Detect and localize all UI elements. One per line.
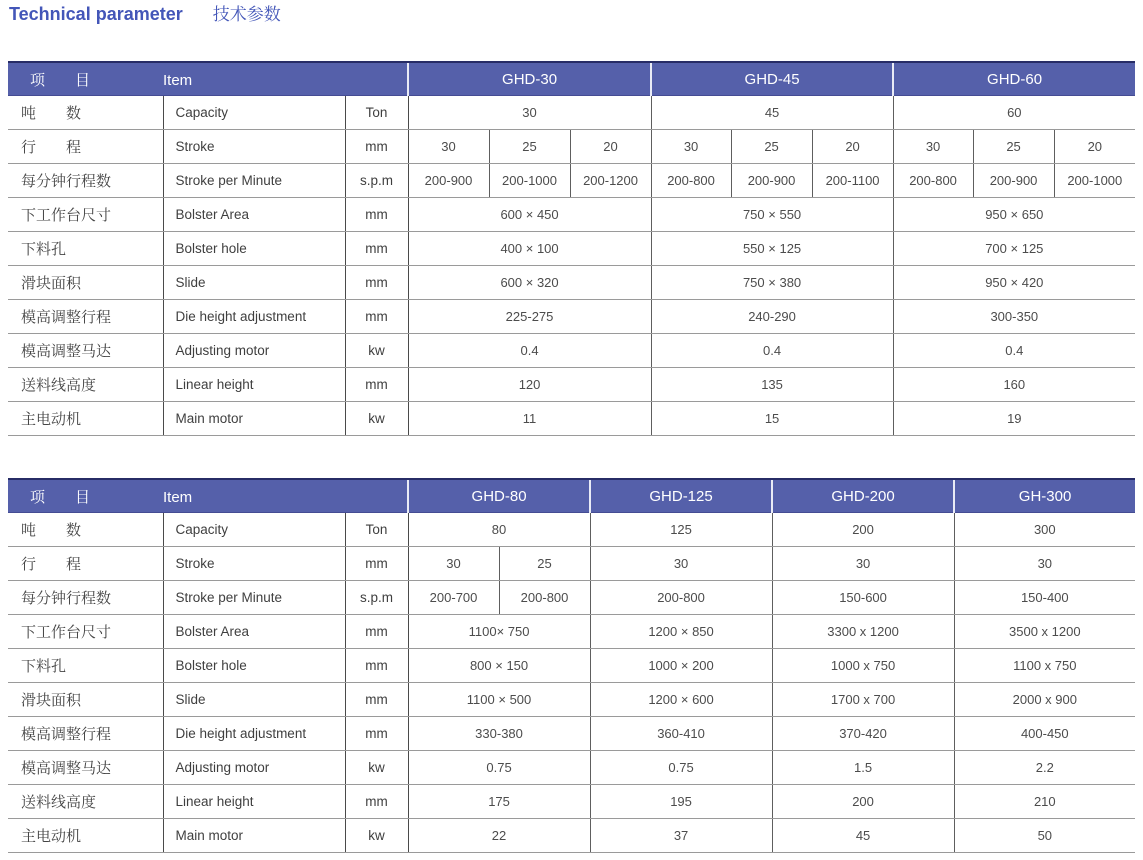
value-cell: 1200 × 850: [590, 615, 772, 649]
value-cell: 600 × 320: [408, 266, 651, 300]
item-header-zh: 项 目: [30, 71, 91, 89]
page-title-en: Technical parameter: [9, 4, 183, 24]
item-header-en: Item: [163, 71, 193, 89]
row-label-zh: 吨 数: [8, 513, 163, 547]
column-header-gh-300: GH-300: [954, 479, 1135, 513]
value-cell: 370-420: [772, 717, 954, 751]
table-row: [8, 751, 1135, 785]
value-cell: 1100 x 750: [954, 649, 1135, 683]
value-cell: 45: [772, 819, 954, 853]
row-unit: kw: [345, 751, 408, 785]
row-label-zh: 每分钟行程数: [8, 581, 163, 615]
row-label-zh: 行 程: [8, 547, 163, 581]
value-cell: 1700 x 700: [772, 683, 954, 717]
row-label-en: Main motor: [163, 819, 345, 853]
value-cell: 200-800: [590, 581, 772, 615]
value-cell: 125: [590, 513, 772, 547]
row-label-zh: 送料线高度: [8, 785, 163, 819]
value-cell: 135: [651, 368, 893, 402]
value-cell: 160: [893, 368, 1135, 402]
table-row: [8, 368, 1135, 402]
table-row: [8, 402, 1135, 436]
value-cell: 1100 × 500: [408, 683, 590, 717]
table-row: [8, 232, 1135, 266]
row-unit: kw: [345, 819, 408, 853]
row-label-zh: 每分钟行程数: [8, 164, 163, 198]
row-unit: s.p.m: [345, 164, 408, 198]
row-unit: mm: [345, 649, 408, 683]
value-cell: 950 × 420: [893, 266, 1135, 300]
table-row: [8, 513, 1135, 547]
header-row: [8, 62, 1135, 96]
row-label-en: Capacity: [163, 96, 345, 130]
value-cell: 11: [408, 402, 651, 436]
value-cell: 200-1100: [812, 164, 893, 198]
row-label-en: Stroke: [163, 547, 345, 581]
value-cell: 25: [489, 130, 570, 164]
item-header-en: Item: [163, 488, 193, 506]
value-cell: 60: [893, 96, 1135, 130]
row-label-zh: 下工作台尺寸: [8, 198, 163, 232]
row-unit: Ton: [345, 96, 408, 130]
row-label-zh: 送料线高度: [8, 368, 163, 402]
value-cell: 25: [973, 130, 1054, 164]
value-cell: 2000 x 900: [954, 683, 1135, 717]
column-header-ghd-200: GHD-200: [772, 479, 954, 513]
value-cell: 30: [408, 96, 651, 130]
column-header-ghd-30: GHD-30: [408, 62, 651, 96]
row-label-en: Main motor: [163, 402, 345, 436]
value-cell: 210: [954, 785, 1135, 819]
row-label-en: Linear height: [163, 785, 345, 819]
row-label-en: Linear height: [163, 368, 345, 402]
value-cell: 200-900: [408, 164, 489, 198]
row-label-zh: 模高调整行程: [8, 300, 163, 334]
value-cell: 400-450: [954, 717, 1135, 751]
value-cell: 30: [651, 130, 731, 164]
value-cell: 330-380: [408, 717, 590, 751]
row-unit: mm: [345, 547, 408, 581]
table-row: [8, 717, 1135, 751]
table-row: [8, 581, 1135, 615]
value-cell: 20: [812, 130, 893, 164]
row-label-en: Bolster hole: [163, 649, 345, 683]
value-cell: 30: [408, 130, 489, 164]
row-label-zh: 主电动机: [8, 819, 163, 853]
row-label-en: Stroke per Minute: [163, 164, 345, 198]
row-label-zh: 下料孔: [8, 649, 163, 683]
row-label-zh: 下料孔: [8, 232, 163, 266]
value-cell: 1200 × 600: [590, 683, 772, 717]
column-header-ghd-80: GHD-80: [408, 479, 590, 513]
value-cell: 2.2: [954, 751, 1135, 785]
table-row: [8, 547, 1135, 581]
value-cell: 25: [731, 130, 812, 164]
row-unit: mm: [345, 615, 408, 649]
value-cell: 0.4: [651, 334, 893, 368]
row-label-en: Slide: [163, 683, 345, 717]
value-cell: 20: [1054, 130, 1135, 164]
row-label-zh: 模高调整行程: [8, 717, 163, 751]
row-label-zh: 滑块面积: [8, 683, 163, 717]
row-label-zh: 下工作台尺寸: [8, 615, 163, 649]
row-unit: mm: [345, 785, 408, 819]
row-unit: Ton: [345, 513, 408, 547]
value-cell: 200-800: [893, 164, 973, 198]
value-cell: 200-800: [499, 581, 590, 615]
page-title-zh: 技术参数: [212, 5, 281, 24]
value-cell: 30: [772, 547, 954, 581]
value-cell: 175: [408, 785, 590, 819]
value-cell: 150-400: [954, 581, 1135, 615]
row-unit: mm: [345, 130, 408, 164]
item-column-header: [8, 62, 408, 96]
value-cell: 700 × 125: [893, 232, 1135, 266]
table-row: [8, 130, 1135, 164]
value-cell: 45: [651, 96, 893, 130]
header-row: [8, 479, 1135, 513]
value-cell: 150-600: [772, 581, 954, 615]
row-label-en: Bolster hole: [163, 232, 345, 266]
value-cell: 120: [408, 368, 651, 402]
value-cell: 600 × 450: [408, 198, 651, 232]
table-row: [8, 649, 1135, 683]
table-row: [8, 96, 1135, 130]
row-unit: kw: [345, 334, 408, 368]
page-title: [9, 2, 281, 27]
value-cell: 30: [893, 130, 973, 164]
row-label-zh: 行 程: [8, 130, 163, 164]
value-cell: 0.75: [590, 751, 772, 785]
item-header-zh: 项 目: [30, 488, 91, 506]
value-cell: 750 × 550: [651, 198, 893, 232]
item-column-header: [8, 479, 408, 513]
value-cell: 0.75: [408, 751, 590, 785]
row-label-en: Adjusting motor: [163, 751, 345, 785]
value-cell: 300-350: [893, 300, 1135, 334]
row-label-en: Adjusting motor: [163, 334, 345, 368]
value-cell: 750 × 380: [651, 266, 893, 300]
value-cell: 195: [590, 785, 772, 819]
value-cell: 800 × 150: [408, 649, 590, 683]
row-label-en: Capacity: [163, 513, 345, 547]
value-cell: 20: [570, 130, 651, 164]
value-cell: 1000 x 750: [772, 649, 954, 683]
value-cell: 400 × 100: [408, 232, 651, 266]
table-row: [8, 300, 1135, 334]
table-row: [8, 198, 1135, 232]
value-cell: 30: [954, 547, 1135, 581]
value-cell: 200-1200: [570, 164, 651, 198]
row-label-zh: 主电动机: [8, 402, 163, 436]
value-cell: 200-1000: [489, 164, 570, 198]
row-unit: mm: [345, 198, 408, 232]
row-unit: mm: [345, 232, 408, 266]
value-cell: 22: [408, 819, 590, 853]
row-unit: mm: [345, 300, 408, 334]
value-cell: 200-800: [651, 164, 731, 198]
value-cell: 30: [590, 547, 772, 581]
row-unit: mm: [345, 717, 408, 751]
value-cell: 950 × 650: [893, 198, 1135, 232]
value-cell: 200: [772, 513, 954, 547]
value-cell: 1000 × 200: [590, 649, 772, 683]
value-cell: 37: [590, 819, 772, 853]
row-label-zh: 吨 数: [8, 96, 163, 130]
spec-table-2: [8, 478, 1135, 853]
table-row: [8, 334, 1135, 368]
value-cell: 1100× 750: [408, 615, 590, 649]
row-label-en: Die height adjustment: [163, 300, 345, 334]
column-header-ghd-60: GHD-60: [893, 62, 1135, 96]
row-label-zh: 模高调整马达: [8, 751, 163, 785]
value-cell: 50: [954, 819, 1135, 853]
table-row: [8, 266, 1135, 300]
value-cell: 200: [772, 785, 954, 819]
row-label-zh: 滑块面积: [8, 266, 163, 300]
row-unit: mm: [345, 683, 408, 717]
row-label-en: Bolster Area: [163, 198, 345, 232]
row-label-zh: 模高调整马达: [8, 334, 163, 368]
value-cell: 1.5: [772, 751, 954, 785]
value-cell: 0.4: [408, 334, 651, 368]
value-cell: 360-410: [590, 717, 772, 751]
row-unit: kw: [345, 402, 408, 436]
value-cell: 30: [408, 547, 499, 581]
row-label-en: Stroke per Minute: [163, 581, 345, 615]
table-row: [8, 683, 1135, 717]
table-row: [8, 785, 1135, 819]
row-unit: mm: [345, 266, 408, 300]
value-cell: 0.4: [893, 334, 1135, 368]
value-cell: 25: [499, 547, 590, 581]
value-cell: 200-900: [731, 164, 812, 198]
value-cell: 550 × 125: [651, 232, 893, 266]
row-unit: mm: [345, 368, 408, 402]
value-cell: 19: [893, 402, 1135, 436]
column-header-ghd-45: GHD-45: [651, 62, 893, 96]
column-header-ghd-125: GHD-125: [590, 479, 772, 513]
table-row: [8, 819, 1135, 853]
table-row: [8, 615, 1135, 649]
value-cell: 300: [954, 513, 1135, 547]
row-label-en: Stroke: [163, 130, 345, 164]
row-unit: s.p.m: [345, 581, 408, 615]
row-label-en: Die height adjustment: [163, 717, 345, 751]
value-cell: 240-290: [651, 300, 893, 334]
value-cell: 200-900: [973, 164, 1054, 198]
value-cell: 15: [651, 402, 893, 436]
row-label-en: Bolster Area: [163, 615, 345, 649]
spec-table-1: [8, 61, 1135, 436]
value-cell: 225-275: [408, 300, 651, 334]
value-cell: 200-700: [408, 581, 499, 615]
table-row: [8, 164, 1135, 198]
value-cell: 3500 x 1200: [954, 615, 1135, 649]
value-cell: 3300 x 1200: [772, 615, 954, 649]
value-cell: 80: [408, 513, 590, 547]
row-label-en: Slide: [163, 266, 345, 300]
value-cell: 200-1000: [1054, 164, 1135, 198]
